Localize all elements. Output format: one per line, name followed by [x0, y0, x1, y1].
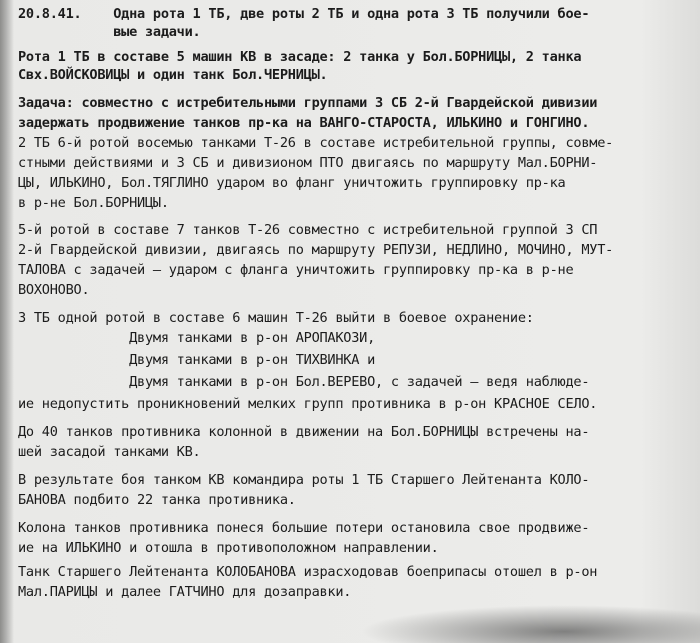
text-line-26: Танк Старшего Лейтенанта КОЛОБАНОВА израсходовав боеприпасы отошел в р-он — [18, 564, 598, 580]
text-line-8: стными действиями и 3 СБ и дивизионом ПТО двигаясь по маршруту Мал.БОРНИ- — [18, 155, 598, 171]
scan-ink-smudge — [360, 605, 700, 643]
text-line-15: 3 ТБ одной ротой в составе 6 машин Т-26 выйти в боевое охранение: — [18, 310, 534, 326]
text-line-20: До 40 танков противника колонной в движении на Бол.БОРНИЦЫ встречены на- — [18, 424, 590, 440]
text-line-13: ТАЛОВА с задачей – ударом с фланга уничтожить группировку пр-ка в р-не — [18, 262, 574, 278]
text-line-17: Двумя танками в р-он ТИХВИНКА и — [18, 352, 376, 368]
scan-edge-shadow — [0, 0, 14, 643]
text-line-18: Двумя танками в р-он Бол.ВЕРЕВО, с задачей – ведя наблюде- — [18, 374, 590, 390]
text-line-22: В результате боя танком КВ командира роты 1 ТБ Старшего Лейтенанта КОЛО- — [18, 472, 590, 488]
text-line-7: 2 ТБ 6-й ротой восемью танками Т-26 в составе истребительной группы, совме- — [18, 135, 614, 151]
text-line-24: Колона танков противника понеся большие потери остановила свое продвиже- — [18, 520, 590, 536]
text-line-6: задержать продвижение танков пр-ка на ВАНГО-СТАРОСТА, ИЛЬКИНО и ГОНГИНО. — [18, 115, 590, 131]
text-line-1: 20.8.41. Одна рота 1 ТБ, две роты 2 ТБ и одна рота 3 ТБ получили бое- — [18, 6, 590, 22]
text-line-10: в р-не Бол.БОРНИЦЫ. — [18, 195, 169, 211]
text-line-5: Задача: совместно с истребительными группами 3 СБ 2-й Гвардейской дивизии — [18, 95, 598, 111]
text-line-23: БАНОВА подбито 22 танка противника. — [18, 492, 296, 508]
text-line-2: вые задачи. — [18, 24, 201, 40]
text-line-19: ие недопустить проникновений мелких групп противника в р-он КРАСНОЕ СЕЛО. — [18, 396, 598, 412]
text-line-27: Мал.ПАРИЦЫ и далее ГАТЧИНО для дозаправки. — [18, 584, 352, 600]
text-line-12: 2-й Гвардейской дивизии, двигаясь по маршруту РЕПУЗИ, НЕДЛИНО, МОЧИНО, МУТ- — [18, 242, 614, 258]
text-line-14: ВОХОНОВО. — [18, 282, 90, 298]
text-line-9: ЦЫ, ИЛЬКИНО, Бол.ТЯГЛИНО ударом во фланг уничтожить группировку пр-ка — [18, 175, 566, 191]
text-line-25: ие на ИЛЬКИНО и отошла в противоположном направлении. — [18, 540, 439, 556]
text-line-4: Свх.ВОЙСКОВИЦЫ и один танк Бол.ЧЕРНИЦЫ. — [18, 67, 328, 83]
text-line-11: 5-й ротой в составе 7 танков Т-26 совместно с истребительной группой 3 СП — [18, 222, 598, 238]
text-line-21: шей засадой танками КВ. — [18, 444, 201, 460]
text-line-16: Двумя танками в р-он АРОПАКОЗИ, — [18, 330, 376, 346]
text-line-3: Рота 1 ТБ в составе 5 машин КВ в засаде: 2 танка у Бол.БОРНИЦЫ, 2 танка — [18, 49, 582, 65]
